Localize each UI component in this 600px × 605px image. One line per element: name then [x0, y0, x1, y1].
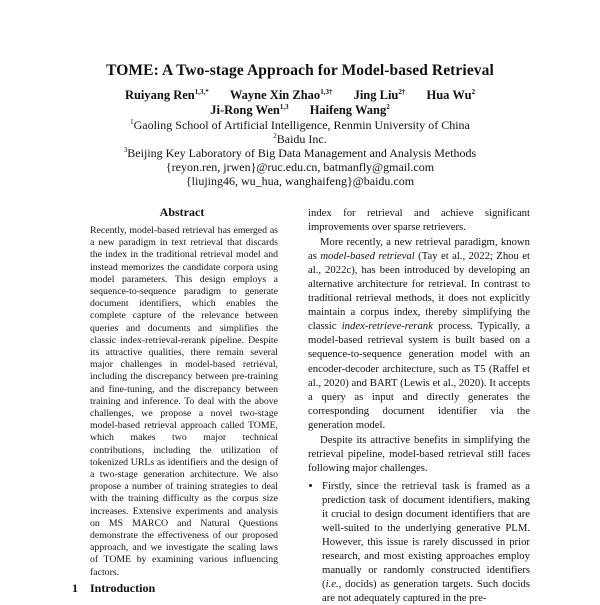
author: Ji-Rong Wen$^{1,3}$ [210, 103, 289, 118]
email-line: {reyon.ren, jrwen}@ruc.edu.cn, batmanfly@gmail.com [165, 160, 435, 174]
paragraph: index for retrieval and achieve significant improvements over sparse retrievers. [308, 207, 530, 234]
authors-line-1 [0, 88, 600, 103]
author: Ruiyang Ren$^{1,3,*}$ [124, 88, 209, 103]
author: Jing Liu$^{2\dagger}$ [353, 88, 406, 103]
affiliation: $^1$Gaoling School of Artificial Intelligence, Renmin University of China [130, 118, 470, 132]
section-title: Introduction [90, 581, 156, 595]
bullet-list [308, 479, 530, 605]
paragraph: Despite its attractive benefits in simplifying the retrieval pipeline, model-based retrieval still faces following major challenges. [308, 433, 530, 474]
section-heading [72, 581, 155, 596]
paper-title: TOME: A Two-stage Approach for Model-based Retrieval [106, 62, 494, 79]
author: Hua Wu$^2$ [426, 88, 476, 103]
author: Wayne Xin Zhao$^{1,3\dagger}$ [229, 88, 333, 103]
affiliation: $^3$Beijing Key Laboratory of Big Data Management and Analysis Methods [123, 146, 477, 160]
abstract-text: Recently, model-based retrieval has emerged as a new paradigm in text retrieval that discards the index in the traditional retrieval model and instead memorizes the candidate corpora using model parameters. This design employs a sequence-to-sequence paradigm to generate document identifiers, which enables the complete capture of the relevance between queries and documents and simplifies the classic index-retrieval-rerank pipeline. Despite its attractive qualities, there remain several major challenges in model-based retrieval, including the discrepancy between pre-training and fine-tuning, and the discrepancy between training and inference. To deal with the above challenges, we propose a novel two-stage model-based retrieval approach called TOME, which makes two major technical contributions, including the utilization of tokenized URLs as identifiers and the design of a two-stage generation architecture. We also propose a number of training strategies to deal with the training difficulty as the corpus size increases. Extensive experiments and analysis on MS MARCO and Natural Questions demonstrate the effectiveness of our proposed approach, and we investigate the scaling laws of TOME by examining various influencing factors. [90, 225, 278, 578]
right-column [308, 206, 530, 605]
email-line: {liujing46, wu_hua, wanghaifeng}@baidu.com [185, 174, 415, 188]
section-number: 1 [72, 581, 78, 595]
abstract-heading: Abstract [159, 205, 205, 219]
author: Haifeng Wang$^2$ [309, 103, 390, 118]
list-item: • Firstly, since the retrieval task is framed as a prediction task of document identifiers, making it crucial to design document identifiers that are well-suited to the underlying generative PLM. However, this issue is rarely discussed in prior research, and most existing approaches employ manually or randomly constructed identifiers (i.e., docids) as generation targets. Such docids are not adequately captured in the pre- [322, 479, 530, 605]
paragraph: More recently, a new retrieval paradigm, known as model-based retrieval (Tay et al., 2022; Zhou et al., 2022c), has been introduced by developing an alternative architecture for retrieval. In contrast to traditional retrieval methods, it does not explicitly maintain a corpus index, thereby simplifying the classic index-retrieve-rerank process. Typically, a model-based retrieval system is built based on a sequence-to-sequence generation model with an encoder-decoder architecture, such as T5 (Raffel et al., 2020) and BART (Lewis et al., 2020). It accepts a query as input and directly generates the corresponding document identifier via the generation model. [308, 236, 530, 431]
affiliation: $^2$Baidu Inc. [273, 132, 327, 146]
authors-line-2 [0, 103, 600, 118]
